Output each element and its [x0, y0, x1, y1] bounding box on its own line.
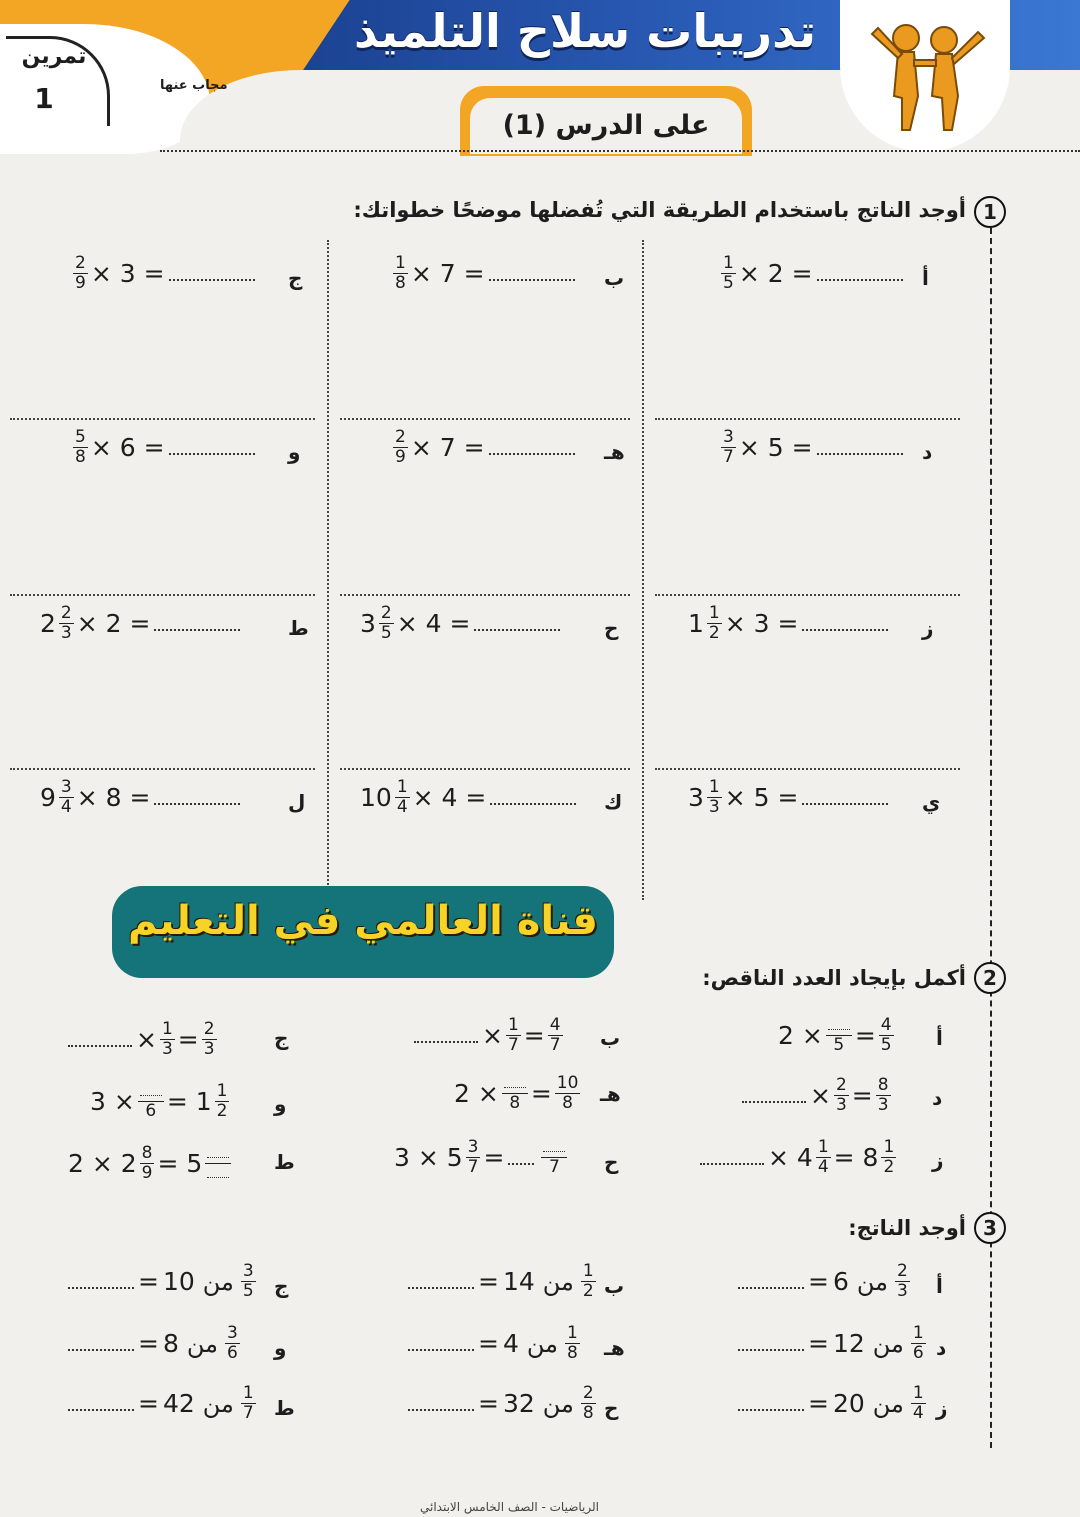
equals: =	[851, 1081, 873, 1110]
item-label: و	[274, 1092, 287, 1116]
whole-number: 10	[360, 783, 392, 812]
quantity: 8	[162, 1329, 179, 1358]
q2-item-b	[410, 1016, 566, 1055]
fraction: $\frac{1}{2}$	[708, 603, 720, 643]
row-divider	[10, 768, 315, 770]
q1-item-expression	[70, 428, 259, 467]
quantity: 14	[502, 1267, 535, 1296]
answered-note: مجاب عنها	[160, 78, 228, 93]
q2-item-e	[454, 1074, 583, 1113]
item-label: ي	[922, 790, 941, 814]
operand: 3 × 5	[394, 1143, 463, 1172]
item-label: ب	[604, 1274, 625, 1298]
equals: =	[138, 1329, 159, 1358]
q3-item-expression	[404, 1324, 583, 1363]
q1-item-expression	[390, 254, 579, 293]
answer-blank[interactable]	[802, 791, 888, 805]
q1-item-expression	[390, 428, 579, 467]
equals: =	[138, 1267, 159, 1296]
operator: × 5 =	[738, 433, 813, 462]
q1-item-expression	[718, 254, 907, 293]
fraction: 8	[502, 1074, 528, 1113]
item-label: د	[922, 440, 933, 464]
times: ×	[810, 1081, 831, 1110]
fraction: $\frac{4}{7}$	[549, 1015, 561, 1055]
q2-item-f	[90, 1082, 232, 1121]
answer-blank[interactable]	[414, 1029, 478, 1043]
fraction: $\frac{5}{8}$	[75, 427, 86, 467]
q3-item-expression	[734, 1262, 913, 1301]
answer-blank[interactable]	[68, 1397, 134, 1411]
fraction: $\frac{1}{2}$	[582, 1261, 594, 1301]
fraction: $\frac{3}{4}$	[60, 777, 72, 817]
equals: =	[808, 1267, 829, 1296]
fraction: $\frac{2}{9}$	[75, 253, 86, 293]
question-2-number: 2	[974, 962, 1006, 994]
equals: =	[478, 1389, 499, 1418]
question-1-number: 1	[974, 196, 1006, 228]
item-label: ز	[922, 616, 934, 640]
of-word: من	[856, 1267, 888, 1296]
fraction: $\frac{2}{9}$	[395, 427, 406, 467]
answer-blank[interactable]	[169, 267, 255, 281]
answer-blank[interactable]	[700, 1151, 764, 1165]
channel-banner-text: قناة العالمي في التعليم	[128, 898, 598, 944]
answer-blank[interactable]	[738, 1337, 804, 1351]
of-word: من	[542, 1267, 574, 1296]
item-label: و	[288, 440, 301, 464]
q3-item-expression	[734, 1384, 929, 1423]
row-divider	[10, 594, 315, 596]
q2-item-c	[64, 1020, 220, 1059]
fraction: $\frac{1}{8}$	[566, 1323, 578, 1363]
fraction: $\frac{2}{5}$	[380, 603, 392, 643]
question-3-instruction: أوجد الناتج:	[848, 1216, 966, 1240]
item-label: ك	[604, 790, 623, 814]
question-2-instruction: أكمل بإيجاد العدد الناقص:	[702, 966, 966, 990]
answer-blank[interactable]	[408, 1337, 474, 1351]
fraction: $\frac{1}{7}$	[507, 1015, 519, 1055]
question-1-instruction: أوجد الناتج باستخدام الطريقة التي تُفضلها موضحًا خطواتك:	[353, 198, 966, 222]
fraction	[205, 1144, 231, 1183]
equals: =	[808, 1389, 829, 1418]
operator: × 3 =	[724, 609, 799, 638]
item-label: ح	[604, 616, 619, 640]
page-footer: الرياضيات - الصف الخامس الابتدائي	[420, 1500, 600, 1514]
answer-blank[interactable]	[474, 617, 560, 631]
fraction: $\frac{2}{3}$	[896, 1261, 908, 1301]
item-label: ب	[600, 1026, 621, 1050]
equals: =	[530, 1079, 552, 1108]
q2-item-a	[778, 1016, 897, 1055]
q2-item-i	[68, 1144, 234, 1183]
q1-item-expression	[688, 778, 892, 817]
answer-blank[interactable]	[154, 617, 240, 631]
equals: = 8	[833, 1143, 879, 1172]
answer-blank[interactable]	[154, 791, 240, 805]
fraction: $\frac{1}{5}$	[723, 253, 734, 293]
row-divider	[340, 418, 630, 420]
equals: =	[483, 1143, 505, 1172]
item-label: ح	[604, 1396, 619, 1420]
answer-blank[interactable]	[817, 267, 903, 281]
item-label: ط	[288, 616, 309, 640]
header-divider	[160, 150, 1080, 152]
exercise-label: تمرين	[21, 44, 87, 69]
fraction: 7	[541, 1138, 567, 1177]
answer-blank[interactable]	[207, 1150, 229, 1158]
q3-item-expression	[64, 1384, 259, 1423]
item-label: أ	[936, 1026, 943, 1050]
row-divider	[340, 594, 630, 596]
item-label: ط	[274, 1150, 295, 1174]
mascot-icon	[840, 0, 1010, 150]
answer-blank[interactable]	[817, 441, 903, 455]
row-divider	[340, 768, 630, 770]
item-label: ط	[274, 1396, 295, 1420]
fraction: $\frac{1}{2}$	[216, 1081, 228, 1121]
operator: × 7 =	[410, 259, 485, 288]
answer-blank[interactable]	[742, 1089, 806, 1103]
fraction: $\frac{8}{3}$	[877, 1075, 889, 1115]
fraction: $\frac{3}{6}$	[226, 1323, 238, 1363]
answer-blank[interactable]	[169, 441, 255, 455]
operator: × 7 =	[410, 433, 485, 462]
operand: 2 ×	[778, 1021, 823, 1050]
q1-item-expression	[70, 254, 259, 293]
answer-blank[interactable]	[508, 1151, 534, 1165]
item-label: هـ	[604, 1336, 625, 1360]
answer-blank[interactable]	[802, 617, 888, 631]
item-label: هـ	[604, 440, 625, 464]
operand: 2 ×	[454, 1079, 499, 1108]
item-label: ج	[288, 266, 303, 290]
operator: × 2 =	[76, 609, 151, 638]
answer-blank[interactable]	[68, 1337, 134, 1351]
answer-blank[interactable]	[504, 1080, 526, 1088]
whole-number: 9	[40, 783, 56, 812]
item-label: ج	[274, 1026, 289, 1050]
grid-divider-left	[327, 240, 329, 900]
fraction: 6	[138, 1082, 164, 1121]
row-divider	[655, 418, 960, 420]
fraction: $\frac{1}{4}$	[912, 1383, 924, 1423]
fraction: $\frac{1}{8}$	[395, 253, 406, 293]
equals: =	[523, 1021, 545, 1050]
fraction: $\frac{2}{3}$	[60, 603, 72, 643]
q3-item-expression	[64, 1324, 243, 1363]
whole-number: 3	[688, 783, 704, 812]
of-word: من	[542, 1389, 574, 1418]
item-label: د	[936, 1336, 947, 1360]
q1-item-expression	[360, 604, 564, 643]
whole-number: 2	[40, 609, 56, 638]
fraction: $\frac{2}{3}$	[203, 1019, 215, 1059]
operator: × 4 =	[412, 783, 487, 812]
answer-blank[interactable]	[68, 1033, 132, 1047]
equals: =	[177, 1025, 199, 1054]
of-word: من	[202, 1389, 234, 1418]
times: ×	[136, 1025, 157, 1054]
quantity: 20	[832, 1389, 865, 1418]
equals: =	[478, 1329, 499, 1358]
q3-item-expression	[404, 1384, 599, 1423]
row-divider	[10, 418, 315, 420]
q3-item-expression	[64, 1262, 259, 1301]
answer-blank[interactable]	[489, 441, 575, 455]
fraction: $\frac{10}{8}$	[556, 1073, 579, 1113]
times: × 4	[768, 1143, 813, 1172]
answer-blank[interactable]	[738, 1397, 804, 1411]
answer-blank[interactable]	[207, 1170, 229, 1178]
operand: 2 × 2	[68, 1149, 137, 1178]
operand: 3 ×	[90, 1087, 135, 1116]
item-label: ب	[604, 266, 625, 290]
right-guide-line	[990, 228, 992, 1448]
item-label: و	[274, 1336, 287, 1360]
quantity: 32	[502, 1389, 535, 1418]
q2-item-h	[394, 1138, 570, 1177]
question-3-number: 3	[974, 1212, 1006, 1244]
fraction: $\frac{2}{8}$	[582, 1383, 594, 1423]
q3-item-expression	[404, 1262, 599, 1301]
whole-number: 1	[688, 609, 704, 638]
fraction: $\frac{1}{3}$	[708, 777, 720, 817]
equals: =	[478, 1267, 499, 1296]
of-word: من	[202, 1267, 234, 1296]
answer-blank[interactable]	[738, 1275, 804, 1289]
row-divider	[655, 594, 960, 596]
fraction: $\frac{8}{9}$	[141, 1143, 153, 1183]
item-label: هـ	[600, 1082, 621, 1106]
fraction: $\frac{1}{3}$	[161, 1019, 173, 1059]
q1-item-expression	[40, 778, 244, 817]
fraction: $\frac{1}{4}$	[817, 1137, 829, 1177]
item-label: ز	[932, 1148, 944, 1172]
of-word: من	[872, 1389, 904, 1418]
mascot-circle	[840, 0, 1010, 152]
answer-blank[interactable]	[828, 1022, 850, 1030]
answer-blank[interactable]	[490, 791, 576, 805]
answer-blank[interactable]	[68, 1275, 134, 1289]
q1-item-expression	[360, 778, 580, 817]
equals: = 1	[166, 1087, 212, 1116]
fraction: $\frac{3}{5}$	[242, 1261, 254, 1301]
q1-item-expression	[40, 604, 244, 643]
equals: =	[808, 1329, 829, 1358]
operator: × 3 =	[90, 259, 165, 288]
exercise-number: 1	[34, 82, 54, 115]
item-label: د	[932, 1086, 943, 1110]
fraction: $\frac{1}{4}$	[396, 777, 408, 817]
fraction: $\frac{1}{7}$	[242, 1383, 254, 1423]
of-word: من	[872, 1329, 904, 1358]
page-title: تدريبات سلاح التلميذ	[354, 4, 816, 58]
quantity: 12	[832, 1329, 865, 1358]
equals: =	[138, 1389, 159, 1418]
grid-divider-right	[642, 240, 644, 900]
fraction: $\frac{4}{5}$	[880, 1015, 892, 1055]
answer-blank[interactable]	[140, 1088, 162, 1096]
fraction: $\frac{2}{3}$	[835, 1075, 847, 1115]
quantity: 42	[162, 1389, 195, 1418]
whole-number: 3	[360, 609, 376, 638]
operator: × 2 =	[738, 259, 813, 288]
operator: × 6 =	[90, 433, 165, 462]
row-divider	[655, 768, 960, 770]
q2-item-d	[738, 1076, 894, 1115]
fraction: $\frac{1}{6}$	[912, 1323, 924, 1363]
equals: = 5	[157, 1149, 203, 1178]
fraction: $\frac{3}{7}$	[723, 427, 734, 467]
item-label: ل	[288, 790, 306, 814]
item-label: أ	[922, 266, 929, 290]
operator: × 8 =	[76, 783, 151, 812]
item-label: ح	[604, 1150, 619, 1174]
fraction: 5	[826, 1016, 852, 1055]
q1-item-expression	[718, 428, 907, 467]
q1-item-expression	[688, 604, 892, 643]
of-word: من	[526, 1329, 558, 1358]
item-label: أ	[936, 1274, 943, 1298]
lesson-title: على الدرس (1)	[470, 98, 742, 154]
operator: × 5 =	[724, 783, 799, 812]
q2-item-g	[696, 1138, 899, 1177]
quantity: 6	[832, 1267, 849, 1296]
quantity: 10	[162, 1267, 195, 1296]
answer-blank[interactable]	[543, 1144, 565, 1152]
quantity: 4	[502, 1329, 519, 1358]
times: ×	[482, 1021, 503, 1050]
fraction: $\frac{1}{2}$	[883, 1137, 895, 1177]
answer-blank[interactable]	[408, 1275, 474, 1289]
answer-blank[interactable]	[408, 1397, 474, 1411]
equals: =	[854, 1021, 876, 1050]
item-label: ز	[936, 1396, 948, 1420]
item-label: ج	[274, 1274, 289, 1298]
of-word: من	[186, 1329, 218, 1358]
answer-blank[interactable]	[489, 267, 575, 281]
fraction: $\frac{3}{7}$	[467, 1137, 479, 1177]
q3-item-expression	[734, 1324, 929, 1363]
operator: × 4 =	[396, 609, 471, 638]
